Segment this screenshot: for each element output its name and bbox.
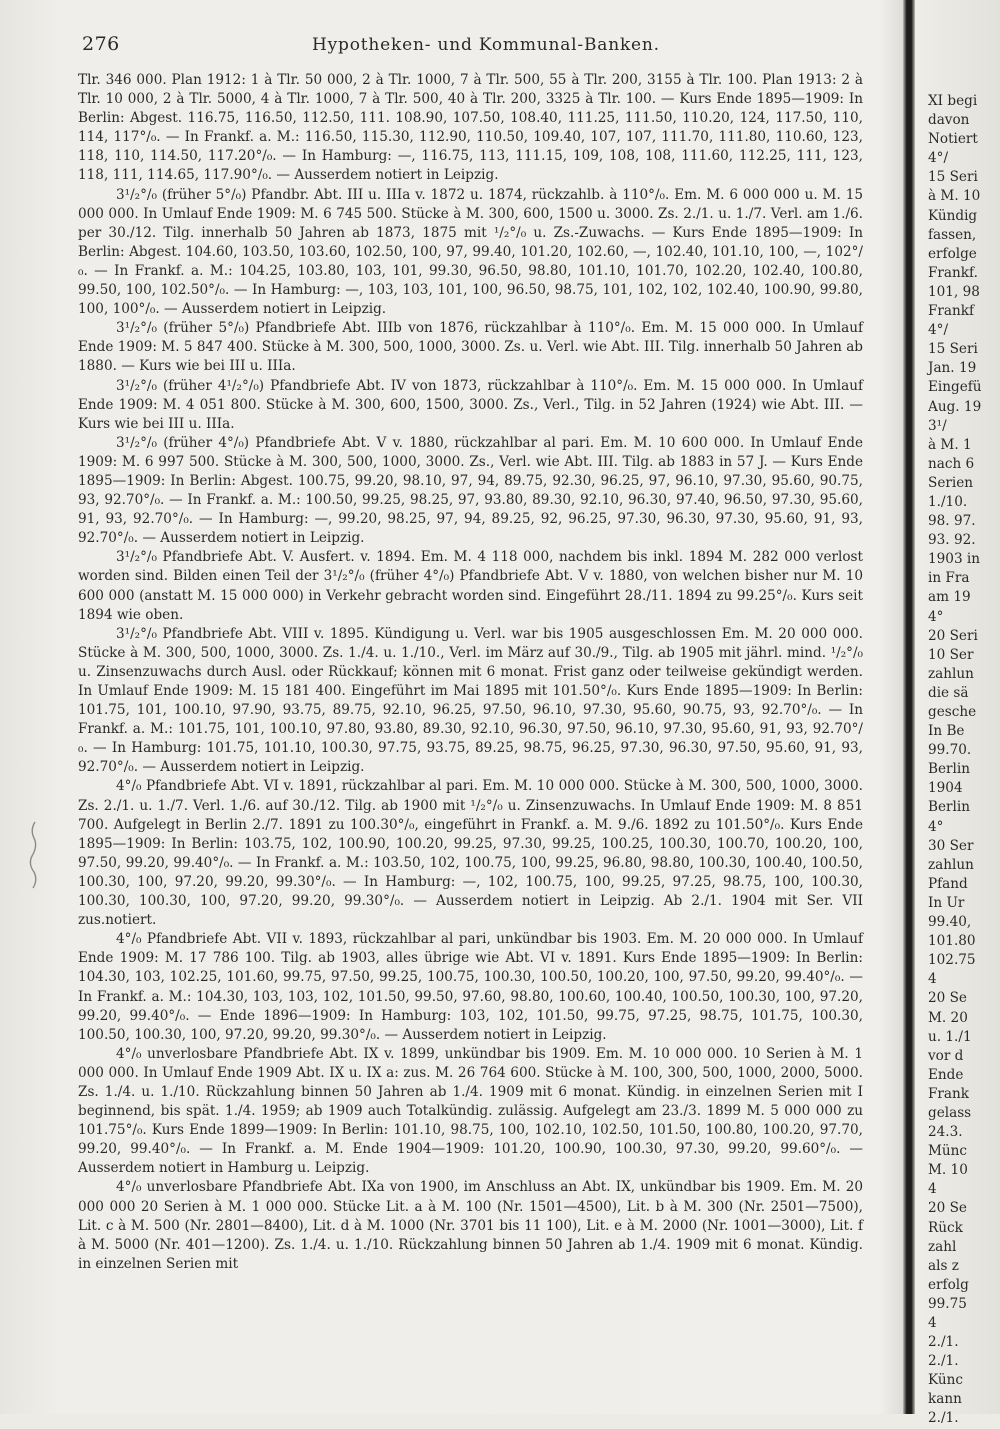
adjacent-page-fragment: Frankf. — [928, 264, 978, 281]
adjacent-page-fragment: Eingefü — [928, 379, 982, 396]
paragraph-abt-vi: 4°/₀ Pfandbriefe Abt. VI v. 1891, rückzahlbar al pari. Em. M. 10 000 000. Stücke à M. 300, 500, 1000, 3000. Zs. 2./1. u. 1./7. Verl. 1./6. auf 30./12. Tilg. ab 1900 mit ¹/₂°/₀ u. Zinsenzuwachs. In Umlauf Ende 1909: M. 8 851 700. Aufgelegt in Berlin 2./7. 1891 zu 100.30°/₀, eingeführt in Frankf. a. M. 9./6. 1892 zu 101.50°/₀. Kurs Ende 1895—1909: In Berlin: 103.75, 102, 100.90, 100.20, 99.25, 97.30, 99.25, 100.25, 100.30, 100.70, 100.20, 100, 97.50, 99.20, 99.40°/₀. — In Frankf. a. M.: 103.50, 102, 100.75, 100, 99.25, 96.80, 98.80, 100.30, 100.40, 100.50, 100.30, 100, 97.20, 99.20, 99.30°/₀. — In Hamburg: —, 102, 100.75, 100, 99.25, 97.25, 98.75, 100, 100.30, 100.30, 100.30, 100, 97.20, 99.20, 99.30°/₀. — Ausserdem notiert in Leipzig. Ab 2./1. 1904 mit Ser. VII zus.notiert. — [78, 778, 863, 929]
adjacent-page-fragment: 1./10. — [928, 493, 968, 510]
adjacent-page-fragment: die sä — [928, 684, 969, 701]
adjacent-page-fragment: davon — [928, 112, 970, 129]
adjacent-page-fragment: 2./1. — [928, 1353, 959, 1370]
adjacent-page-fragment: Pfand — [928, 875, 968, 892]
adjacent-page-fragment: vor d — [928, 1047, 964, 1064]
book-gutter — [903, 0, 915, 1414]
adjacent-page-fragment: 99.70. — [928, 742, 972, 759]
paragraph-tlr-plan: Tlr. 346 000. Plan 1912: 1 à Tlr. 50 000, 2 à Tlr. 1000, 7 à Tlr. 500, 55 à Tlr. 200, 3155 à Tlr. 100. Plan 1913: 2 à Tlr. 10 000, 2 à Tlr. 5000, 4 à Tlr. 1000, 7 à Tlr. 500, 40 à Tlr. 200, 3325 à Tlr. 100. — Kurs Ende 1895—1909: In Berlin: Abgest. 116.75, 116.50, 112.50, 111. 108.90, 107.50, 108.40, 111.25, 111.50, 110.20, 124, 117.50, 110, 114, 117°/₀. — In Frankf. a. M.: 116.50, 115.30, 112.90, 110.50, 109.40, 107, 107, 111.70, 111.80, 110.60, 123, 118, 110, 114.50, 117.20°/₀. — In Hamburg: —, 116.75, 113, 111.15, 109, 108, 108, 111.60, 112.25, 111, 123, 118, 111, 114.65, 117.90°/₀. — Ausserdem notiert in Leipzig. — [78, 72, 863, 184]
adjacent-page-fragment: 1903 in — [928, 551, 981, 568]
adjacent-page-fragment: M. 10 — [928, 1162, 968, 1179]
adjacent-page-fragment: 101, 98 — [928, 283, 980, 300]
pencil-mark-icon — [26, 820, 42, 890]
adjacent-page-fragment: Kündig — [928, 207, 978, 224]
adjacent-page-fragment: 4 — [928, 971, 937, 988]
main-text-column — [78, 71, 863, 1274]
page-header — [82, 33, 870, 61]
adjacent-page-fragment: 20 Seri — [928, 627, 978, 644]
adjacent-page-fragment: 2./1. — [928, 1410, 959, 1427]
paragraph-abt-ix: 4°/₀ unverlosbare Pfandbriefe Abt. IX v. 1899, unkündbar bis 1909. Em. M. 10 000 000. 10 Serien à M. 1 000 000. In Umlauf Ende 1909 Abt. IX u. IX a: zus. M. 26 764 600. Stücke à M. 100, 300, 500, 1000, 2000, 5000. Zs. 1./4. u. 1./10. Rückzahlung binnen 50 Jahren ab 1./4. 1909 mit 6 monat. Kündig. in einzelnen Serien mit I beginnend, bis spät. 1./4. 1959; ab 1909 auch Totalkündig. zulässig. Aufgelegt am 23./3. 1899 M. 5 000 000 zu 101.75°/₀. Kurs Ende 1899—1909: In Berlin: 101.10, 98.75, 100, 102.10, 102.50, 101.50, 100.80, 100.20, 97.70, 99.20, 99.40°/₀. — In Frankf. a. M. Ende 1904—1909: 101.20, 100.90, 100.30, 97.30, 99.20, 99.60°/₀. — Ausserdem notiert in Hamburg u. Leipzig. — [78, 1045, 863, 1177]
adjacent-page-fragment: à M. 1 — [928, 436, 972, 453]
paragraph-abt-v: 3¹/₂°/₀ (früher 4°/₀) Pfandbriefe Abt. V v. 1880, rückzahlbar al pari. Em. M. 10 600 000. In Umlauf Ende 1909: M. 6 997 500. Stücke à M. 300, 500, 1000, 3000. Zs., Verl. wie Abt. III. Tilg. ab 1883 in 57 J. — Kurs Ende 1895—1909: In Berlin: Abgest. 100.75, 99.20, 98.10, 97, 94, 89.75, 92.30, 96.25, 97, 96.10, 97.30, 95.60, 90.75, 93, 92.70°/₀. — In Frankf. a. M.: 100.50, 99.25, 98.25, 97, 93.80, 89.30, 92.10, 96.30, 97.40, 96.50, 97.30, 95.60, 91, 93, 92.70°/₀. — In Hamburg: —, 99.20, 98.25, 97, 94, 89.25, 92, 96.25, 97.30, 96.30, 97.30, 95.60, 91, 93, 92.70°/₀. — Ausserdem notiert in Leipzig. — [78, 434, 863, 547]
adjacent-page-fragment: XI begi — [928, 93, 978, 109]
adjacent-page-fragment: zahlun — [928, 665, 974, 682]
paragraph-abt-viii: 3¹/₂°/₀ Pfandbriefe Abt. VIII v. 1895. Kündigung u. Verl. war bis 1905 ausgeschlossen Em. M. 20 000 000. Stücke à M. 300, 500, 1000, 3000. Zs. 1./4. u. 1./10., Verl. im März auf 30./9., Tilg. ab 1905 mit jährl. mind. ¹/₂°/₀ u. Zinsenzuwachs durch Ausl. oder Rückkauf; können mit 6 monat. Frist ganz oder teilweise gekündigt werden. In Umlauf Ende 1909: M. 15 181 400. Eingeführt im Mai 1895 mit 101.50°/₀. Kurs Ende 1895—1909: In Berlin: 101.75, 101, 100.10, 97.90, 93.75, 89.75, 92.10, 96.25, 97.50, 96.10, 97.30, 95.60, 90.75, 93, 92.70°/₀. — In Frankf. a. M.: 101.75, 101, 100.10, 97.80, 93.80, 89.30, 92.10, 96.30, 97.50, 96.10, 97.30, 95.60, 91, 93, 92.70°/₀. — In Hamburg: 101.75, 101.10, 100.30, 97.75, 93.75, 89.25, 98.75, 96.25, 97.30, 96.30, 97.50, 95.60, 91, 93, 92.70°/₀. — Ausserdem notiert in Leipzig. — [78, 625, 863, 776]
adjacent-page-fragment: 30 Ser — [928, 837, 974, 854]
paragraph-abt-iiib: 3¹/₂°/₀ (früher 5°/₀) Pfandbriefe Abt. IIIb von 1876, rückzahlbar à 110°/₀. Em. M. 15 000 000. In Umlauf Ende 1909: M. 5 847 400. Stücke à M. 300, 500, 1000, 3000. Zs. u. Verl. wie Abt. III. Tilg. innerhalb 50 Jahren ab 1880. — Kurs wie bei III u. IIIa. — [78, 320, 863, 375]
adjacent-page-fragment: Serien — [928, 474, 974, 491]
paragraph-abt-iv: 3¹/₂°/₀ (früher 4¹/₂°/₀) Pfandbriefe Abt. IV von 1873, rückzahlbar à 110°/₀. Em. M. 15 000 000. In Umlauf Ende 1909: M. 4 051 800. Stücke à M. 300, 600, 1500, 3000. Zs., Verl., Tilg. in 52 Jahren (1924) wie Abt. III. — Kurs wie bei III u. IIIa. — [78, 377, 863, 432]
adjacent-page-fragment: 4° — [928, 818, 944, 835]
adjacent-page-fragment: 4° — [928, 608, 944, 625]
adjacent-page-fragment: Frank — [928, 1085, 970, 1102]
adjacent-page-fragment: Künc — [928, 1372, 963, 1389]
adjacent-page-fragment: kann — [928, 1391, 962, 1408]
adjacent-page-fragment: In Be — [928, 723, 965, 740]
adjacent-page-fragment: Ende — [928, 1066, 964, 1083]
adjacent-page-fragment: 15 Seri — [928, 341, 978, 358]
adjacent-page-fragment: nach 6 — [928, 455, 975, 472]
adjacent-page-fragment: gelass — [928, 1104, 972, 1121]
adjacent-page-fragment: Berlin — [928, 799, 970, 816]
adjacent-page-edge — [928, 92, 1000, 1427]
page-number: 276 — [82, 33, 120, 55]
adjacent-page-fragment: Rück — [928, 1219, 963, 1236]
adjacent-page-fragment: Notiert — [928, 131, 978, 148]
adjacent-page-fragment: Frankf — [928, 303, 975, 320]
gutter-shadow — [880, 0, 903, 1414]
paragraph-abt-iii: 3¹/₂°/₀ (früher 5°/₀) Pfandbr. Abt. III u. IIIa v. 1872 u. 1874, rückzahlb. à 110°/₀. Em. M. 6 000 000 u. M. 15 000 000. In Umlauf Ende 1909: M. 6 745 500. Stücke à M. 300, 600, 1500 u. 3000. Zs. 2./1. u. 1./7. Verl. am 1./6. per 30./12. Tilg. innerhalb 50 Jahren ab 1873, 1875 mit ¹/₂°/₀ u. Zs.-Zuwachs. — Kurs Ende 1895—1909: In Berlin: Abgest. 104.60, 103.50, 103.60, 102.50, 100, 97, 99.40, 101.20, 102.60, —, 102.40, 101.10, 100, —, 102°/₀. — In Frankf. a. M.: 104.25, 103.80, 103, 101, 99.30, 96.50, 98.80, 101.10, 101.70, 102.20, 102.40, 100.80, 99.50, 100, 102.50°/₀. — In Hamburg: —, 103, 103, 101, 100, 96.50, 98.75, 101, 102, 102, 102.40, 100.90, 99.80, 100, 100°/₀. — Ausserdem notiert in Leipzig. — [78, 186, 863, 318]
adjacent-page-fragment: 98. 97. — [928, 513, 976, 530]
adjacent-page-fragment: in Fra — [928, 570, 970, 587]
adjacent-page-fragment: Aug. 19 — [928, 398, 982, 415]
adjacent-page-fragment: zahl — [928, 1238, 957, 1255]
adjacent-page-fragment: erfolg — [928, 1276, 969, 1293]
adjacent-page-fragment: 102.75 — [928, 952, 976, 969]
adjacent-page-fragment: In Ur — [928, 894, 965, 911]
adjacent-page-fragment: 1904 — [928, 780, 963, 797]
adjacent-page-fragment: zahlun — [928, 856, 974, 873]
paragraph-abt-v-ausfert: 3¹/₂°/₀ Pfandbriefe Abt. V. Ausfert. v. 1894. Em. M. 4 118 000, nachdem bis inkl. 1894 M. 282 000 verlost worden sind. Bilden einen Teil der 3¹/₂°/₀ (früher 4°/₀) Pfandbriefe Abt. V v. 1880, von welchen bisher nur M. 10 600 000 (anstatt M. 15 000 000) in Verkehr gebracht worden sind. Eingeführt 28./11. 1894 zu 99.25°/₀. Kurs seit 1894 wie oben. — [78, 549, 863, 623]
adjacent-page-fragment: fassen, — [928, 226, 977, 243]
adjacent-page-fragment: am 19 — [928, 589, 971, 606]
paragraph-abt-ixa: 4°/₀ unverlosbare Pfandbriefe Abt. IXa von 1900, im Anschluss an Abt. IX, unkündbar bis 1909. Em. M. 20 000 000 20 Serien à M. 1 000 000. Stücke Lit. a à M. 100 (Nr. 1501—4500), Lit. b à M. 300 (Nr. 2501—7500), Lit. c à M. 500 (Nr. 2801—8400), Lit. d à M. 1000 (Nr. 3701 bis 11 100), Lit. e à M. 2000 (Nr. 1001—3000), Lit. f à M. 5000 (Nr. 401—1200). Zs. 1./4. u. 1./10. Rückzahlung binnen 50 Jahren ab 1./4. 1909 mit 6 monat. Kündig. in einzelnen Serien mit — [78, 1179, 863, 1272]
running-title: Hypotheken- und Kommunal-Banken. — [312, 35, 660, 55]
adjacent-page-fragment: à M. 10 — [928, 188, 981, 205]
adjacent-page-fragment: M. 20 — [928, 1009, 968, 1026]
adjacent-page-fragment: 99.75 — [928, 1295, 967, 1312]
adjacent-page-fragment: 10 Ser — [928, 646, 974, 663]
adjacent-page-fragment: Berlin — [928, 761, 970, 778]
paragraph-abt-vii: 4°/₀ Pfandbriefe Abt. VII v. 1893, rückzahlbar al pari, unkündbar bis 1903. Em. M. 20 000 000. In Umlauf Ende 1909: M. 17 786 100. Tilg. ab 1903, alles übrige wie Abt. VI v. 1891. Kurs Ende 1895—1909: In Berlin: 104.30, 103, 102.25, 101.60, 99.75, 97.50, 99.25, 100.75, 100.30, 100.50, 100.20, 100, 97.50, 99.20, 99.40°/₀. — In Frankf. a. M.: 104.30, 103, 103, 102, 101.50, 99.50, 97.60, 98.80, 100.60, 100.40, 100.50, 100.30, 100, 97.20, 99.20, 99.40°/₀. — Ende 1896—1909: In Hamburg: 103, 102, 101.50, 99.75, 97.25, 98.75, 101.75, 100.30, 100.50, 100.30, 100, 97.20, 99.20, 99.30°/₀. — Ausserdem notiert in Leipzig. — [78, 931, 863, 1043]
adjacent-page-fragment: 20 Se — [928, 1200, 967, 1217]
adjacent-page-fragment: 99.40, — [928, 914, 972, 931]
adjacent-page-fragment: Münc — [928, 1143, 968, 1160]
adjacent-page-fragment: gesche — [928, 704, 977, 720]
adjacent-page-fragment: 4°/ — [928, 150, 949, 167]
adjacent-page-fragment: 4 — [928, 1181, 937, 1198]
adjacent-page-fragment: 24.3. — [928, 1124, 963, 1141]
adjacent-page-fragment: 4°/ — [928, 322, 949, 339]
adjacent-page-fragment: 4 — [928, 1315, 937, 1331]
adjacent-page-fragment: 15 Seri — [928, 169, 978, 186]
adjacent-page-fragment: 3¹/ — [928, 417, 947, 434]
adjacent-page-fragment: 2./1. — [928, 1334, 959, 1351]
adjacent-page-fragment: als z — [928, 1257, 959, 1274]
adjacent-page-fragment: 20 Se — [928, 990, 967, 1007]
adjacent-page-fragment: erfolge — [928, 245, 977, 262]
adjacent-page-fragment: 93. 92. — [928, 532, 976, 549]
adjacent-page-fragment: 101.80 — [928, 933, 976, 950]
adjacent-page-fragment: Jan. 19 — [928, 360, 977, 377]
adjacent-page-fragment: u. 1./1 — [928, 1028, 972, 1045]
